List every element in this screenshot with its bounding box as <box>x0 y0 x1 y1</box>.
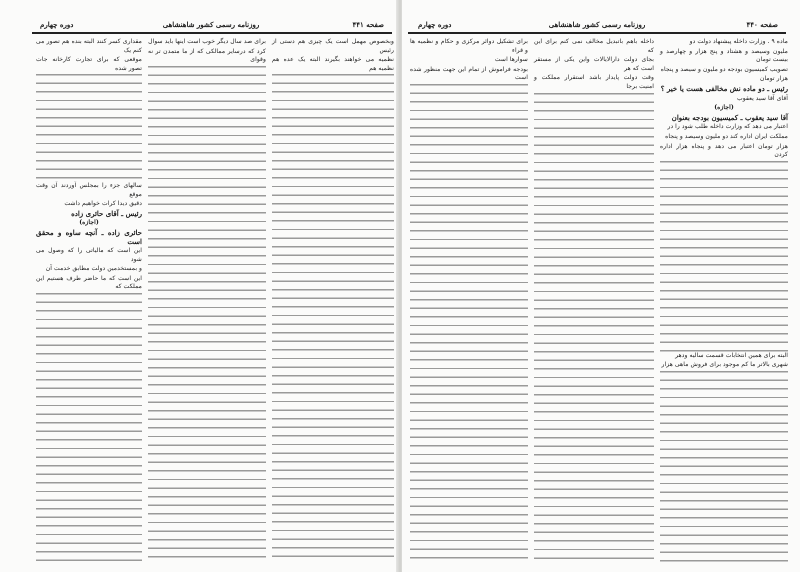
text-line: ماده ۹ . وزارت داخله پیشنهاد دولت دو <box>689 38 788 45</box>
text-line: این است که مالیاتی را که وصول می شود <box>36 247 142 263</box>
page-number: صفحه ۴۴۰ <box>746 20 778 29</box>
speech-start: حائری زاده ـ آنچه ساوه و محقق است <box>36 227 142 246</box>
column-right <box>272 38 394 562</box>
column-left <box>36 38 142 562</box>
speaker-sub: آقای آقا سید یعقوب <box>736 94 788 102</box>
text-line: نظمیه می خواهند بگیرند البته یک عده هم نظمیه هم <box>272 56 394 72</box>
text-body <box>660 161 788 352</box>
text-line: برای صد سال دیگر خوب است اینها باید سوال <box>148 38 266 45</box>
text-body <box>410 84 528 562</box>
permission-note: (اجازه) <box>714 104 734 112</box>
text-line: شهری بالاتر ما کم موجود برای فروش ماهی هزار <box>661 361 788 369</box>
column-middle <box>148 38 266 562</box>
text-line: برای تشکیل دوائر مرکزی و حکام و نظمیه ها و قراء <box>410 38 528 54</box>
text-body <box>660 371 788 562</box>
text-body <box>534 93 654 562</box>
text-line: البته برای همین انتخابات قسمت سالیه ودهر <box>675 351 788 359</box>
text-line: سالهای جزء را بمجلس آوردند آن وقت موقع <box>36 181 142 198</box>
text-line: موقعی که برای تجارت کارخانه جات تصور شده <box>36 56 142 72</box>
text-line: مقداری کسر کنند البته بنده هم تصور می کنم یک <box>36 38 142 54</box>
text-line: کرد که درسایر ممالکی که از ما متمدن تر نه وقوای <box>148 47 266 64</box>
text-line: اعتبار می دهد که وزارت داخله طلب شود را در <box>667 123 788 131</box>
header-rule <box>408 32 786 34</box>
text-line: هزار تومان اعتبار می دهد و پنجاه هزار اداره کردن <box>660 142 788 159</box>
header-rule <box>32 32 392 34</box>
left-page <box>0 0 398 572</box>
text-line: ملیون وسیصد و هشتاد و پنج هزار و چهارصد و بیست تومان <box>660 47 788 64</box>
right-page <box>402 0 800 572</box>
column-right <box>660 38 788 562</box>
newspaper-title: روزنامه رسمی کشور شاهنشاهی <box>162 20 260 29</box>
speaker-heading: رئیس ـ دو ماده نش مخالفی هست یا خیر ؟ <box>660 83 788 93</box>
permission-note: (اجازه) <box>79 219 99 227</box>
page-number: صفحه ۴۴۱ <box>352 20 384 29</box>
text-line: سوارها است <box>494 56 528 64</box>
text-line: و بمستخدمین دولت مطابق خدمت آن <box>45 265 142 273</box>
text-line: دقیق دیدا کرات خواهیم داشت <box>64 200 142 208</box>
page-header <box>408 18 786 32</box>
text-line: وقت دولت پایدار باشد استقرار مملکت و امنیت برجا <box>534 74 654 90</box>
text-line: بجای دولت دارالایالات واین یکی از مستقر است که هر <box>534 56 654 72</box>
speaker-heading: رئیس ـ آقای حائری زاده <box>71 208 142 218</box>
text-line: مملکت ایران اداره کند دو ملیون وسیصد و پنجاه <box>665 132 788 140</box>
text-line: این است که ما حاضر طرف هستیم این مملکت که <box>36 274 142 291</box>
page-header <box>30 18 392 32</box>
text-line: بودجه فراموش از تمام این جهت منظور شده است <box>410 65 528 82</box>
text-line: داخله باهم باتبدیل مخالف نمی کنم برای این که <box>534 38 654 54</box>
volume-label: دوره چهارم <box>40 20 74 29</box>
text-line: هزار تومان <box>759 75 788 83</box>
column-middle <box>534 38 654 562</box>
text-line: تصویب کمیسیون بودجه دو ملیون و سیصد و پنجاه <box>660 65 788 73</box>
text-body <box>36 293 142 562</box>
text-body <box>148 66 266 562</box>
column-left <box>410 38 528 562</box>
text-body <box>36 74 142 182</box>
volume-label: دوره چهارم <box>418 20 452 29</box>
text-body <box>272 74 394 562</box>
speech-start: آقا سید یعقوب ـ کمیسیون بودجه بعنوان <box>671 112 788 122</box>
newspaper-title: روزنامه رسمی کشور شاهنشاهی <box>548 20 646 29</box>
text-line: وبخصوص مهمل است یک چیزی هم دستی از رئیس <box>272 38 394 54</box>
